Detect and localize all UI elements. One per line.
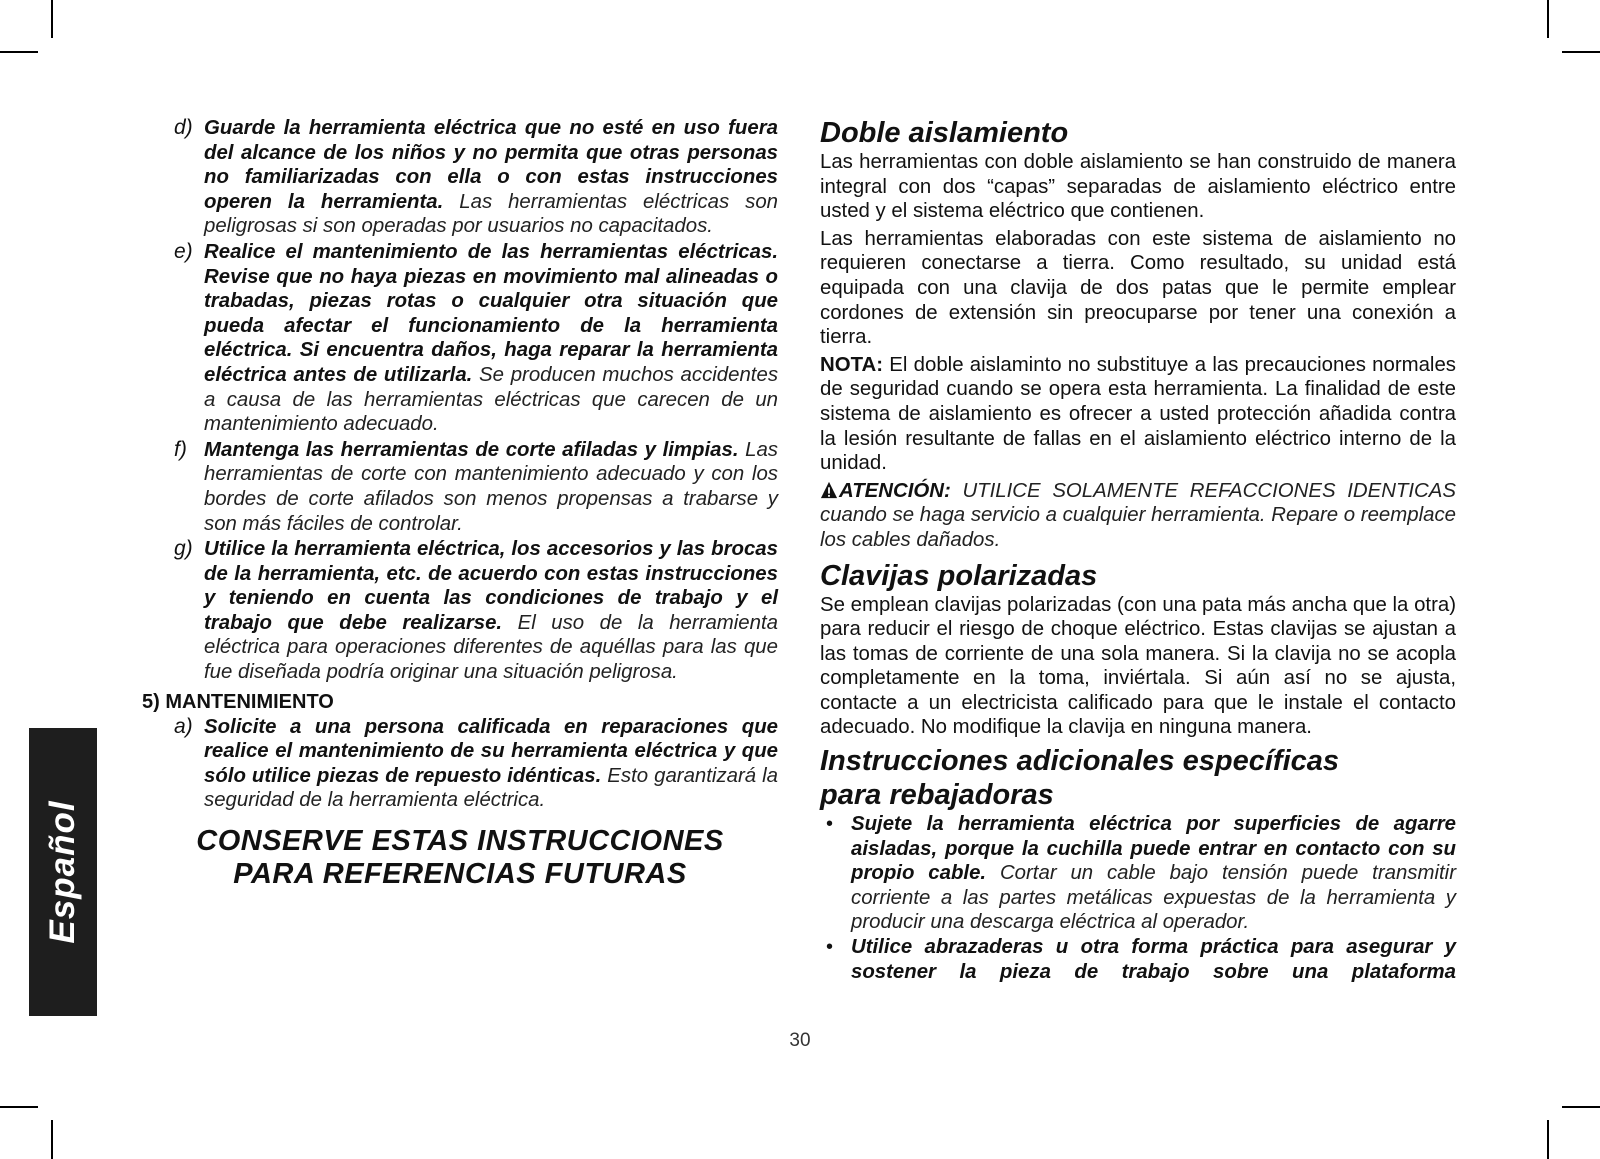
note-paragraph — [820, 353, 1456, 476]
crop-mark-tl-v — [51, 0, 53, 38]
save-line-2: PARA REFERENCIAS FUTURAS — [233, 858, 687, 891]
right-column — [820, 116, 1456, 984]
heading-line-1: Instrucciones adicionales específicas — [820, 745, 1340, 778]
bullet-text — [851, 935, 1456, 984]
left-column — [142, 116, 778, 891]
item-bold-text: Mantenga las herramientas de corte afiladas y limpias. — [204, 438, 739, 461]
list-item-g — [142, 537, 778, 685]
list-item-f — [142, 438, 778, 536]
item-bold-text: Guarde la herramienta eléctrica que no esté en uso fuera del alcance de los niños y no permita que otras personas no familiarizadas con ella o con estas instrucciones operen la herramienta. — [204, 117, 778, 213]
crop-mark-tr-v — [1547, 0, 1549, 38]
note-text: El doble aislaminto no substituye a las precauciones normales de seguridad cuando se opera esta herramienta. La finalidad de este sistema de aislamiento es ofrecer a usted protección añadida contra la lesión resultante de fallas en el aislamiento eléctrico interno de la unidad. — [820, 353, 1456, 475]
item-bold-text: Solicite a una persona calificada en reparaciones que realice el mantenimiento de su herramienta eléctrica y que sólo utilice piezas de repuesto idénticas. — [204, 715, 778, 787]
crop-mark-bl-h — [0, 1106, 38, 1108]
warning-text: UTILICE SOLAMENTE REFACCIONES IDENTICAS cuando se haga servicio a cualquier herramienta. Repare o reemplace los cables dañados. — [820, 479, 1456, 551]
bullet-bold-text: Utilice abrazaderas u otra forma práctica para asegurar y sostener la pieza de trabajo sobre una plataforma — [851, 936, 1456, 983]
item-text — [204, 537, 778, 685]
item-italic-text: Las herramientas de corte con mantenimiento adecuado y con los bordes de corte afilados son menos propensas a trabarse y son más fáciles de controlar. — [204, 438, 778, 535]
heading-line-2: para rebajadoras — [820, 779, 1054, 812]
list-item-e — [142, 240, 778, 437]
bullet-item — [820, 812, 1456, 935]
item-bold-text: Realice el mantenimiento de las herramientas eléctricas. Revise que no haya piezas en movimiento mal alineadas o trabadas, piezas rotas o cualquier otra situación que pueda afectar el funcionamiento de la herramienta eléctrica. Si encuentra daños, haga reparar la herramienta eléctrica antes de utilizarla. — [204, 240, 778, 386]
bullet-dot-icon: • — [826, 936, 834, 959]
list-item-maint-a — [142, 715, 778, 813]
heading-polarized-plugs: Clavijas polarizadas — [820, 559, 1098, 592]
item-italic-text: Las herramientas eléctricas son peligrosas si son operadas por usuarios no capacitados. — [204, 190, 779, 238]
bullet-item — [820, 935, 1456, 984]
item-letter: e) — [174, 239, 193, 263]
heading-double-insulation: Doble aislamiento — [820, 117, 1069, 149]
item-text — [204, 116, 778, 239]
bullet-dot-icon: • — [826, 813, 834, 836]
language-tab-label: Español — [43, 800, 82, 944]
item-italic-text: El uso de la herramienta eléctrica para operaciones diferentes de aquéllas para las que fue diseñada podría originar una situación peligrosa. — [204, 611, 778, 684]
polarized-plugs-paragraph: Se emplean clavijas polarizadas (con una pata más ancha que la otra) para reducir el riesgo de choque eléctrico. Estas clavijas se ajustan a las tomas de corriente de una sola manera. Si la clavija no se acopla completamente en la toma, inviértala. Si aún así no se ajusta, contacte a un electricista calificado para que le instale el contacto adecuado. No modifique la clavija en ninguna manera. — [820, 593, 1456, 739]
crop-mark-tr-h — [1562, 51, 1600, 53]
bullet-text — [851, 812, 1456, 935]
heading-additional-instructions — [820, 744, 1456, 812]
crop-mark-bl-v — [51, 1120, 53, 1159]
item-letter: a) — [174, 714, 193, 738]
item-text — [204, 240, 778, 437]
double-insulation-paragraph-2: Las herramientas elaboradas con este sistema de aislamiento no requieren conectarse a tierra. Como resultado, su unidad está equipada con una clavija de dos patas que le permite emplear cordones de extensión sin preocuparse por tener una conexión a tierra. — [820, 227, 1456, 349]
note-label: NOTA: — [820, 353, 884, 376]
bullet-bold-text: Sujete la herramienta eléctrica por superficies de agarre aisladas, porque la cuchilla puede entrar en contacto con su propio cable. — [851, 813, 1456, 885]
item-bold-text: Utilice la herramienta eléctrica, los accesorios y las brocas de la herramienta, etc. de acuerdo con estas instrucciones y teniendo en cuenta las condiciones de trabajo y el trabajo que debe realizarse. — [204, 538, 778, 634]
section-heading-maintenance: 5) MANTENIMIENTO — [142, 690, 334, 713]
item-text — [204, 715, 778, 813]
warning-paragraph — [820, 479, 1456, 553]
bullet-italic-text: Cortar un cable bajo tensión puede transmitir corriente a las partes metálicas expuestas de la herramienta y producir una descarga eléctrica al operador. — [851, 862, 1456, 934]
warning-label: ATENCIÓN: — [839, 479, 951, 502]
item-letter: g) — [174, 537, 193, 561]
item-letter: d) — [174, 116, 193, 139]
double-insulation-paragraph-1: Las herramientas con doble aislamiento se han construido de manera integral con dos “capas” separadas de aislamiento eléctrico entre usted y el sistema eléctrico que contienen. — [820, 151, 1456, 223]
language-tab — [29, 728, 97, 1016]
save-line-1: CONSERVE ESTAS INSTRUCCIONES — [196, 825, 724, 858]
save-instructions-heading — [142, 825, 778, 891]
item-letter: f) — [174, 437, 187, 461]
page-number: 30 — [789, 1030, 811, 1051]
crop-mark-br-v — [1547, 1120, 1549, 1159]
list-item-d — [142, 116, 778, 239]
warning-triangle-icon — [820, 481, 838, 499]
item-italic-text: Esto garantizará la seguridad de la herramienta eléctrica. — [204, 764, 779, 812]
crop-mark-tl-h — [0, 51, 38, 53]
bullet-list — [820, 812, 1456, 984]
item-text — [204, 438, 778, 536]
crop-mark-br-h — [1562, 1106, 1600, 1108]
item-italic-text: Se producen muchos accidentes a causa de las herramientas eléctricas que carecen de un mantenimiento adecuado. — [204, 363, 779, 436]
